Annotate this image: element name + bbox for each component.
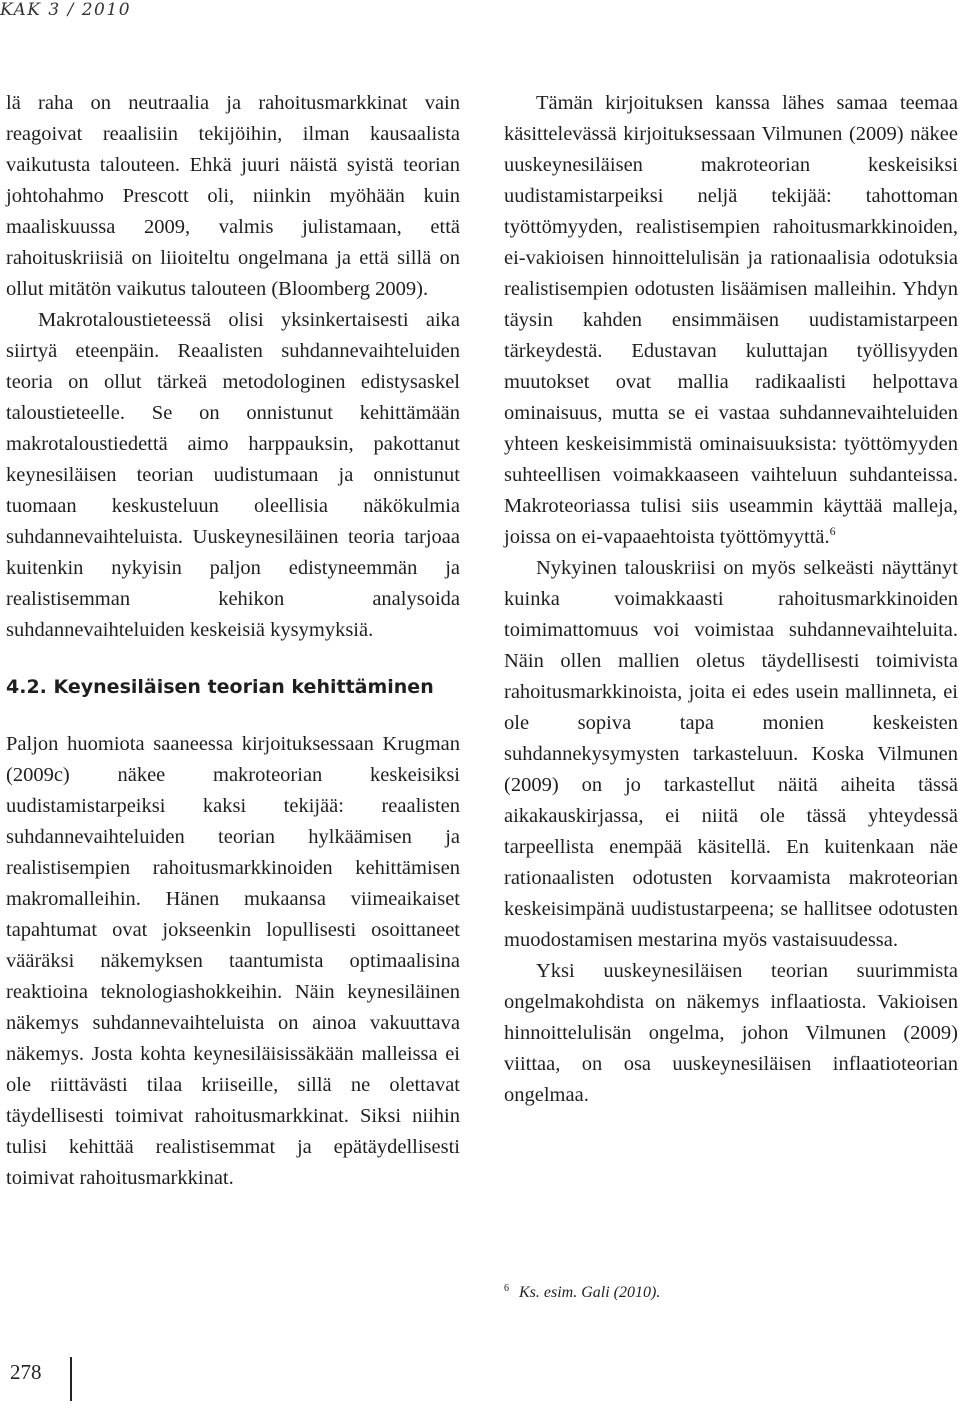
right-paragraph-2: Nykyinen talouskriisi on myös selkeästi näyttänyt kuinka voimakkaasti rahoitusmarkkinoiden toimimattomuus voi voimistaa suhdannevaihteluita. Näin ollen mallien oletus täydellisesti toimivista rahoitusmarkkinoista, joita ei edes usein mallinneta, ei ole sopiva tapa monien keskeisten suhdannekysymysten tarkasteluun. Koska Vilmunen (2009) on jo tarkastellut näitä aiheita tässä aikakauskirjassa, ei niitä ole tässä yhteydessä tarpeellista enempää käsitellä. En kuitenkaan näe rationaalisten odotusten korvaamista makroteorian keskeisimpänä uudistustarpeena; se hallitsee odotusten muodostamisen mestarina myös vastaisuudessa. [504, 557, 958, 951]
page-number: 278 [10, 1360, 42, 1384]
page-number-rule [70, 1357, 72, 1401]
left-paragraph-2: Makrotaloustieteessä olisi yksinkertaisesti aika siirtyä eteenpäin. Reaalisten suhdannevaihteluiden teoria on ollut tärkeä metodologinen edistysaskel taloustieteelle. Se on onnistunut kehittämään makrotaloustiedettä aimo harppauksin, pakottanut keynesiläisen teorian uudistumaan ja onnistunut tuomaan keskusteluun oleellisia näkökulmia suhdannevaihteluista. Uuskeynesiläinen teoria tarjoaa kuitenkin nykyisin paljon edistyneemmän ja realistisemman kehikon analysoida suhdannevaihteluiden keskeisiä kysymyksiä. [6, 309, 460, 641]
footnote-reference: 6 [829, 524, 836, 539]
footnote [504, 1284, 660, 1302]
right-paragraph-1-text: Tämän kirjoituksen kanssa lähes samaa teemaa käsittelevässä kirjoituksessaan Vilmunen (2009) näkee uuskeynesiläisen makroteorian keskeisiksi uudistamistarpeiksi neljä tekijää: tahottoman työttömyyden, realistisempien rahoitusmarkkinoiden, ei-vakioisen hinnoittelulisän ja rationaalisia odotuksia realistisempien odotusten lisäämisen malleihin. Yhdyn täysin kahden ensimmäisen uudistamistarpeen tärkeydestä. Edustavan kuluttajan työllisyyden muutokset ovat mallia radikaalisti helpottava ominaisuus, mutta se ei vastaa suhdannevaihteluiden yhteen keskeisimmistä ominaisuuksista: työttömyyden suhteellisen voimakkaaseen vaihteluun suhdanteissa. Makroteoriassa tulisi siis useammin käyttää malleja, joissa on ei-vapaaehtoista työttömyyttä. [504, 92, 958, 548]
running-head: KAK 3 / 2010 [0, 0, 132, 20]
left-paragraph-1: lä raha on neutraalia ja rahoitusmarkkinat vain reagoivat reaalisiin tekijöihin, ilman kausaalista vaikutusta talouteen. Ehkä juuri näistä syistä teorian johtohahmo Prescott oli, niinkin myöhään kuin maaliskuussa 2009, valmis julistamaan, että rahoituskriisiä on liioiteltu ongelmana ja että sillä on ollut mitätön vaikutus talouteen (Bloomberg 2009). [6, 92, 460, 300]
right-paragraph-3: Yksi uuskeynesiläisen teorian suurimmista ongelmakohdista on näkemys inflaatiosta. Vakioisen hinnoittelulisän ongelma, johon Vilmunen (2009) viittaa, on osa uuskeynesiläisen inflaatioteorian ongelmaa. [504, 960, 958, 1106]
right-paragraph-1 [504, 88, 958, 553]
section-heading: 4.2. Keynesiläisen teorian kehittäminen [6, 676, 434, 698]
left-column [6, 88, 460, 1194]
left-paragraph-3: Paljon huomiota saaneessa kirjoituksessaan Krugman (2009c) näkee makroteorian keskeisiksi uudistamistarpeiksi kaksi tekijää: reaalisten suhdannevaihteluiden teorian hylkäämisen ja realistisempien rahoitusmarkkinoiden kehittämisen makromalleihin. Hänen mukaansa viimeaikaiset tapahtumat ovat jokseenkin lopullisesti osoittaneet vääräksi näkemyksen taantumista optimaalisina reaktioina teknologiashokkeihin. Näin keynesiläinen näkemys suhdannevaihteluista on ainoa vakuuttava näkemys. Josta kohta keynesiläisissäkään malleissa ei ole riittävästi tilaa kriiseille, sillä ne olettavat täydellisesti toimivat rahoitusmarkkinat. Siksi niihin tulisi kehittää realistisemmat ja epätäydellisesti toimivat rahoitusmarkkinat. [6, 733, 460, 1189]
footnote-number: 6 [504, 1282, 509, 1294]
right-column [504, 88, 958, 1111]
footnote-text: Ks. esim. Gali (2010). [519, 1284, 661, 1301]
